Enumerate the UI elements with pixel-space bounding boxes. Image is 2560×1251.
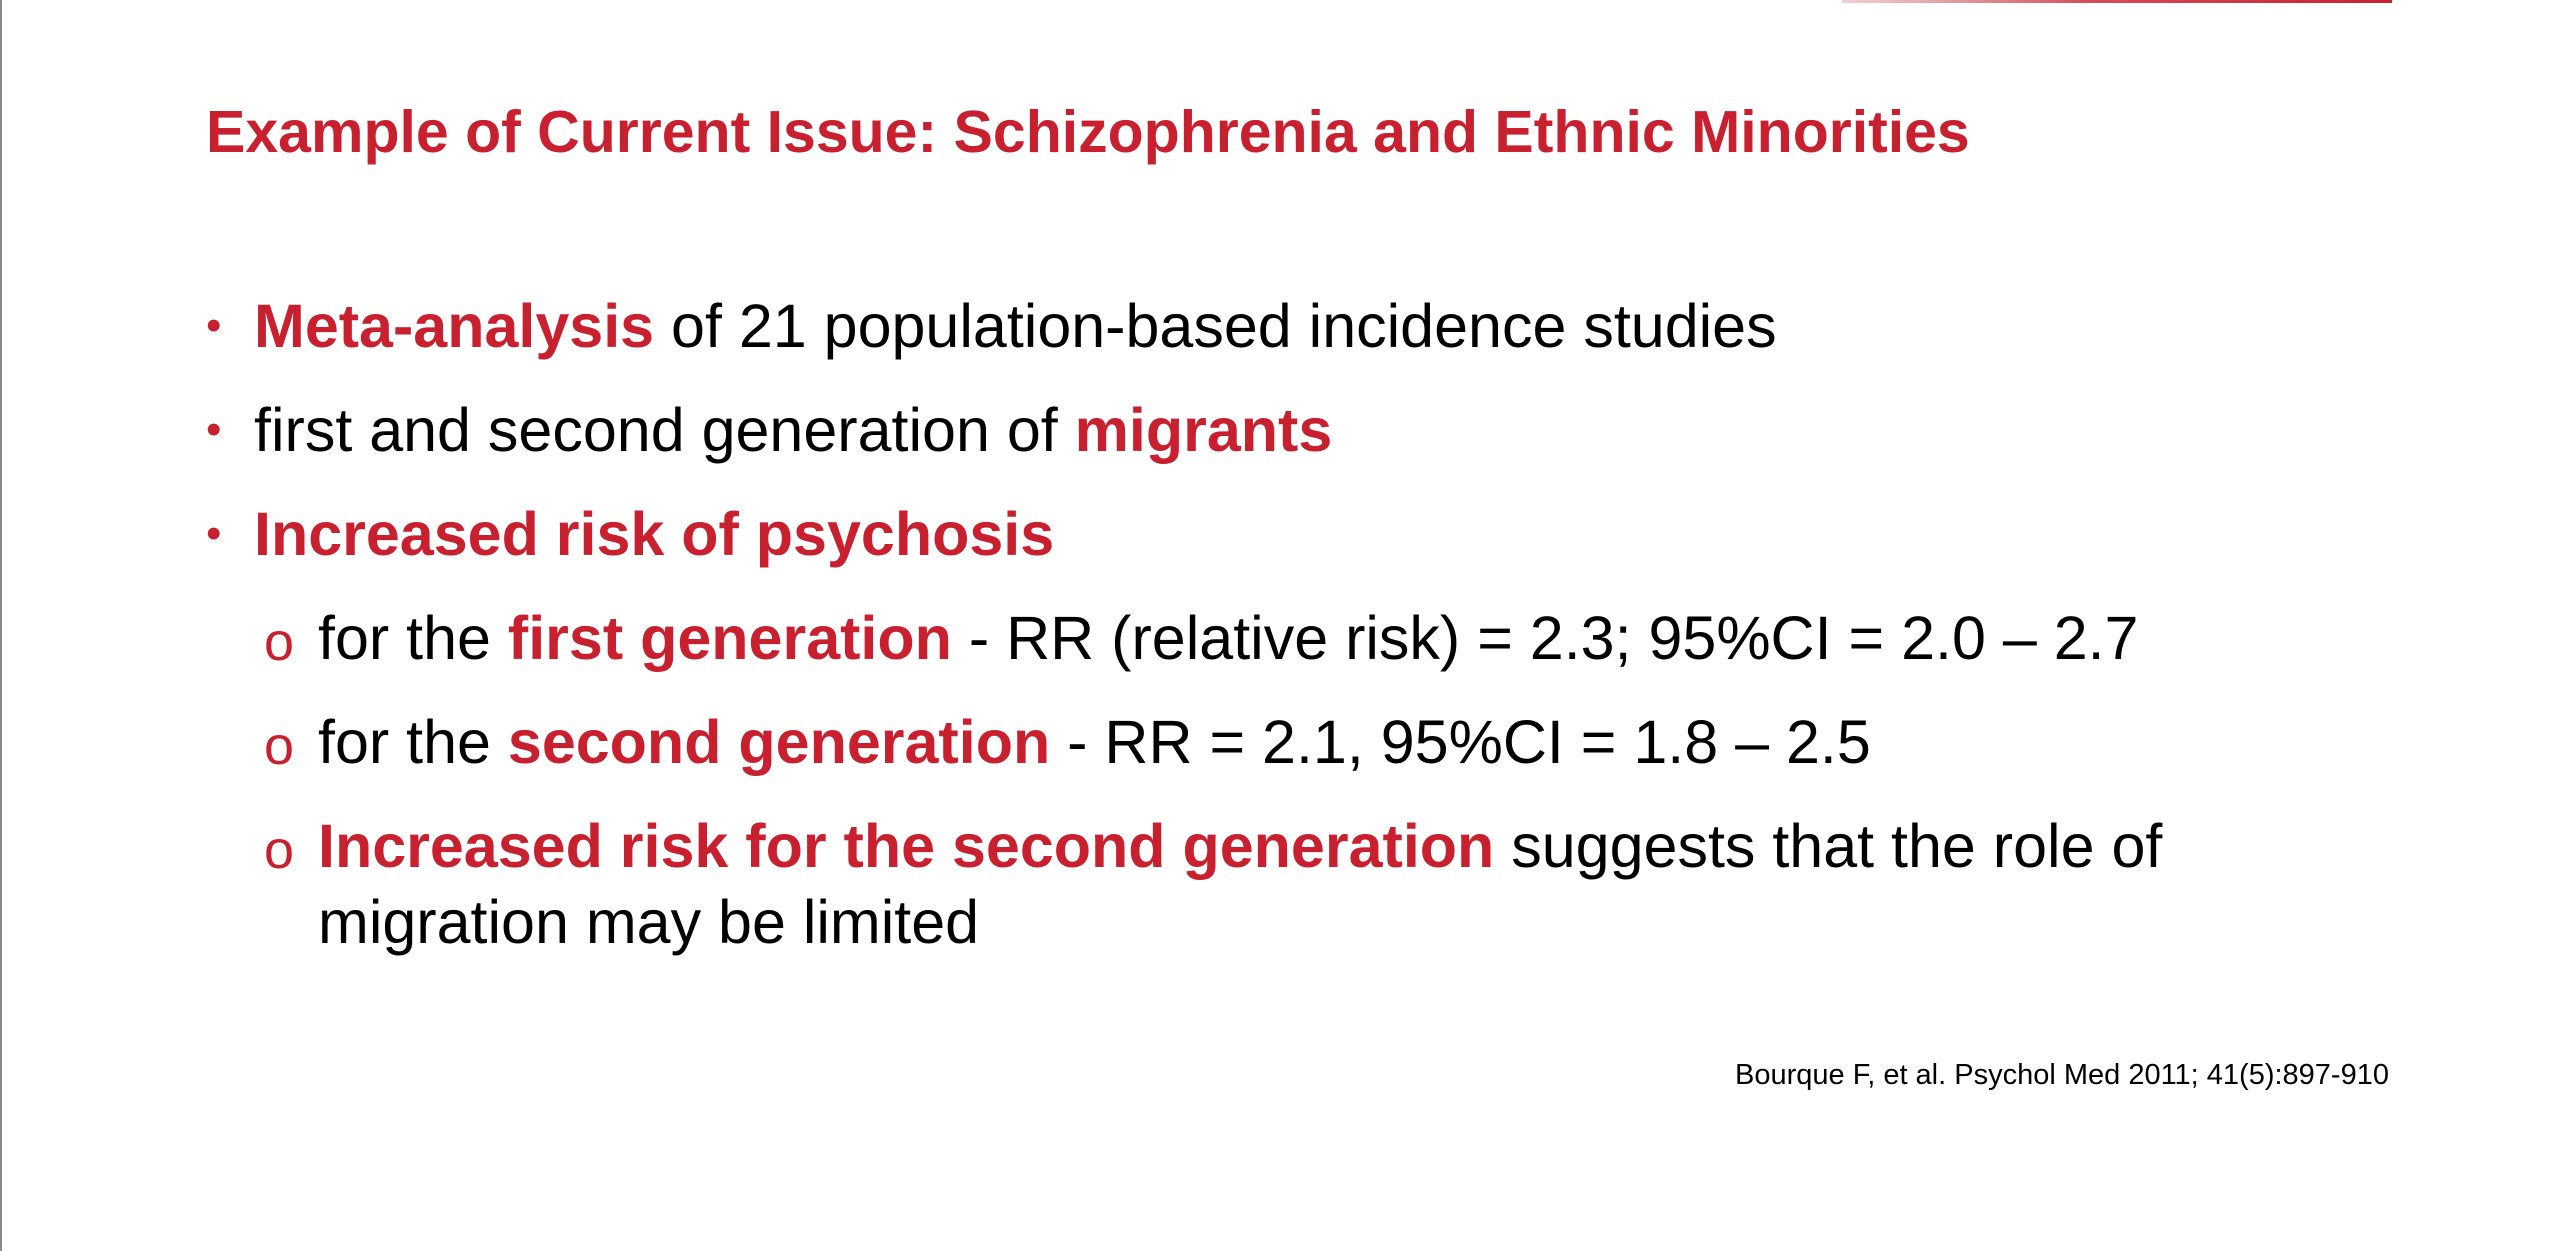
bullet-item [206,496,2356,572]
bullet-list [206,288,2356,988]
sub-bullet-text: suggests that the role of migration may be limited [318,812,2163,956]
bullet-item [206,288,2356,364]
sub-bullet-highlight: second generation [507,708,1051,776]
bullet-dot-icon: • [206,405,222,454]
sub-bullet-text: - RR (relative risk) = 2.3; 95%CI = 2.0 – 2.7 [951,604,2139,672]
sub-bullet-highlight: Increased risk for the second generation [318,812,1495,880]
sub-bullet-highlight: first generation [507,604,952,672]
circle-bullet-icon: o [264,716,295,776]
sub-bullet-item [206,808,2378,960]
sub-bullet-item [206,704,2356,780]
sub-bullet-text: for the [318,708,508,776]
bullet-dot-icon: • [206,301,222,350]
sub-bullet-text: - RR = 2.1, 95%CI = 1.8 – 2.5 [1050,708,1871,776]
slide-title: Example of Current Issue: Schizophrenia and Ethnic Minorities [206,99,1970,165]
citation: Bourque F, et al. Psychol Med 2011; 41(5):897-910 [1735,1059,2389,1091]
sub-bullet-text: for the [318,604,508,672]
bullet-highlight: migrants [1074,396,1333,464]
bullet-highlight: Meta-analysis [254,292,655,360]
circle-bullet-icon: o [264,612,295,672]
bullet-highlight: Increased risk of psychosis [254,500,1055,568]
bullet-text: of 21 population-based incidence studies [654,292,1777,360]
sub-bullet-item [206,600,2356,676]
bullet-item [206,392,2356,468]
top-accent-line [1842,0,2392,3]
bullet-text: first and second generation of [254,396,1075,464]
bullet-dot-icon: • [206,509,222,558]
circle-bullet-icon: o [264,820,295,880]
